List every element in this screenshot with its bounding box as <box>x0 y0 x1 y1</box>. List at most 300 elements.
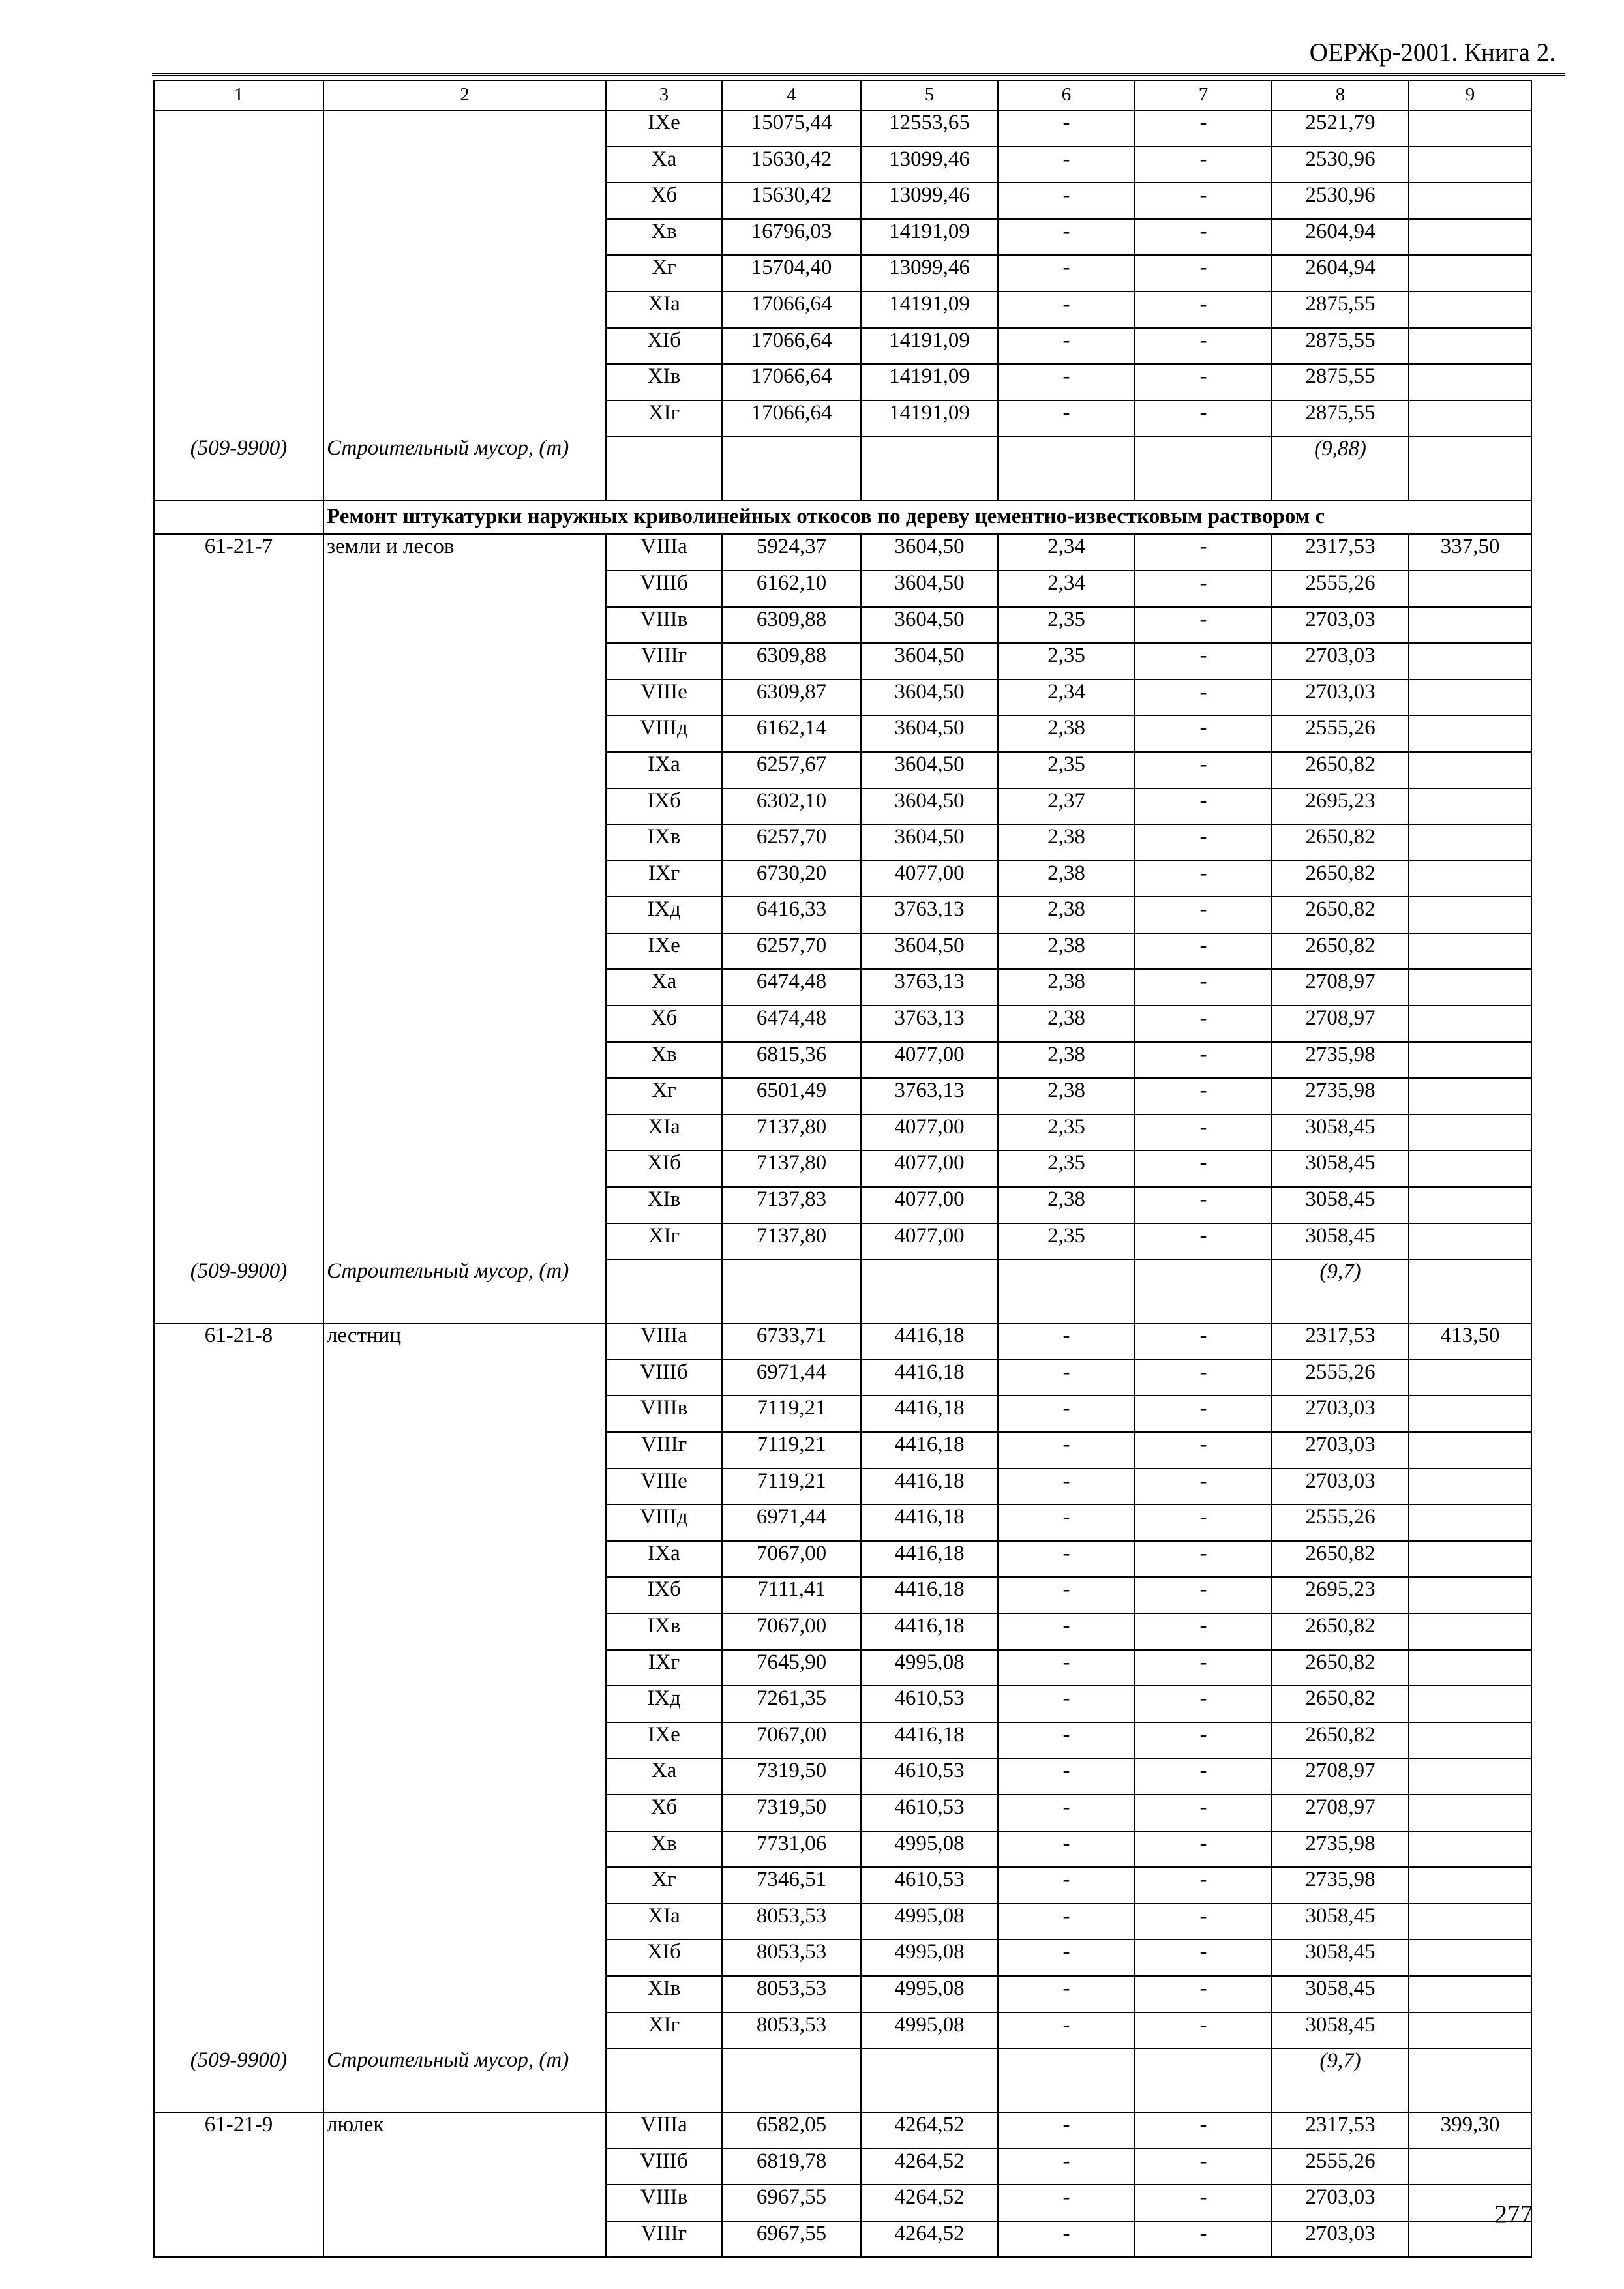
waste-quantity: (9,88) <box>1272 436 1409 500</box>
wages-cell: 3763,13 <box>861 969 998 1006</box>
materials-cell: 2530,96 <box>1272 183 1409 219</box>
drivers-wages-cell: - <box>1135 1323 1272 1360</box>
wages-cell: 4416,18 <box>861 1469 998 1505</box>
machines-cell: - <box>998 1722 1135 1759</box>
column-number: 7 <box>1135 80 1272 110</box>
table-row <box>154 1976 1531 2012</box>
empty-cell <box>1409 1541 1531 1578</box>
zone-cell: XIа <box>606 1115 722 1151</box>
materials-cell: 3058,45 <box>1272 1115 1409 1151</box>
wages-cell: 4610,53 <box>861 1686 998 1722</box>
document-header: ОЕРЖр-2001. Книга 2. <box>1309 38 1556 67</box>
wages-cell: 4416,18 <box>861 1541 998 1578</box>
empty-cell <box>154 571 323 607</box>
zone-cell: XIг <box>606 1223 722 1260</box>
empty-cell <box>323 147 606 183</box>
wages-cell: 4416,18 <box>861 1577 998 1613</box>
drivers-wages-cell: - <box>1135 219 1272 256</box>
materials-cell: 2703,03 <box>1272 1469 1409 1505</box>
drivers-wages-cell: - <box>1135 1722 1272 1759</box>
wages-cell: 4264,52 <box>861 2149 998 2185</box>
empty-cell <box>323 788 606 825</box>
total-cost-cell: 7346,51 <box>722 1867 861 1904</box>
materials-cell: 3058,45 <box>1272 2012 1409 2049</box>
empty-cell <box>154 933 323 970</box>
drivers-wages-cell: - <box>1135 2149 1272 2185</box>
table-row <box>154 933 1531 970</box>
empty-cell <box>323 2185 606 2221</box>
empty-cell <box>323 219 606 256</box>
zone-cell: VIIIе <box>606 1469 722 1505</box>
empty-cell <box>1409 1867 1531 1904</box>
empty-cell <box>154 1078 323 1115</box>
drivers-wages-cell: - <box>1135 1360 1272 1396</box>
empty-cell <box>1409 110 1531 147</box>
item-name: земли и лесов <box>323 534 606 571</box>
empty-cell <box>998 436 1135 500</box>
empty-cell <box>154 1904 323 1940</box>
empty-cell <box>154 1722 323 1759</box>
materials-cell: 3058,45 <box>1272 1150 1409 1187</box>
wages-cell: 4416,18 <box>861 1396 998 1432</box>
total-cost-cell: 17066,64 <box>722 364 861 400</box>
wages-cell: 3604,50 <box>861 788 998 825</box>
wages-cell: 4995,08 <box>861 1939 998 1976</box>
zone-cell: Xа <box>606 969 722 1006</box>
total-cost-cell: 7319,50 <box>722 1758 861 1795</box>
wages-cell: 4264,52 <box>861 2221 998 2258</box>
materials-cell: 2875,55 <box>1272 328 1409 365</box>
machines-cell: 2,35 <box>998 1223 1135 1260</box>
empty-cell <box>323 1223 606 1260</box>
empty-cell <box>323 110 606 147</box>
machines-cell: 2,34 <box>998 534 1135 571</box>
total-cost-cell: 8053,53 <box>722 1904 861 1940</box>
empty-cell <box>861 1259 998 1323</box>
total-cost-cell: 6971,44 <box>722 1504 861 1541</box>
empty-cell <box>1409 752 1531 788</box>
table-row <box>154 1187 1531 1223</box>
machines-cell: - <box>998 1577 1135 1613</box>
machines-cell: - <box>998 110 1135 147</box>
materials-cell: 2650,82 <box>1272 933 1409 970</box>
empty-cell <box>154 607 323 644</box>
wages-cell: 3604,50 <box>861 607 998 644</box>
table-row <box>154 1831 1531 1868</box>
zone-cell: IXв <box>606 824 722 861</box>
empty-cell <box>1409 1650 1531 1686</box>
total-cost-cell: 6309,88 <box>722 607 861 644</box>
price-table <box>153 80 1532 2258</box>
wages-cell: 4995,08 <box>861 2012 998 2049</box>
zone-cell: VIIIг <box>606 643 722 680</box>
wages-cell: 14191,09 <box>861 328 998 365</box>
empty-cell <box>1409 1259 1531 1323</box>
empty-cell <box>154 1939 323 1976</box>
empty-cell <box>1409 1223 1531 1260</box>
wages-cell: 3604,50 <box>861 933 998 970</box>
zone-cell: IXа <box>606 752 722 788</box>
empty-cell <box>323 2149 606 2185</box>
empty-cell <box>154 788 323 825</box>
materials-cell: 2555,26 <box>1272 2149 1409 2185</box>
empty-cell <box>154 292 323 328</box>
wages-cell: 3604,50 <box>861 752 998 788</box>
empty-cell <box>323 571 606 607</box>
empty-cell <box>1409 292 1531 328</box>
total-cost-cell: 6257,70 <box>722 824 861 861</box>
total-cost-cell: 6582,05 <box>722 2112 861 2149</box>
empty-cell <box>154 715 323 752</box>
wages-cell: 4416,18 <box>861 1323 998 1360</box>
materials-cell: 2650,82 <box>1272 1686 1409 1722</box>
wages-cell: 3763,13 <box>861 1078 998 1115</box>
empty-cell <box>1409 255 1531 292</box>
table-row <box>154 1223 1531 1260</box>
machines-cell: - <box>998 364 1135 400</box>
materials-cell: 2555,26 <box>1272 1360 1409 1396</box>
empty-cell <box>1409 933 1531 970</box>
total-cost-cell: 15704,40 <box>722 255 861 292</box>
empty-cell <box>154 1469 323 1505</box>
wages-cell: 4416,18 <box>861 1613 998 1650</box>
page-number: 277 <box>1494 2200 1533 2228</box>
machines-cell: - <box>998 1758 1135 1795</box>
zone-cell: VIIIе <box>606 680 722 716</box>
zone-cell: VIIIб <box>606 2149 722 2185</box>
table-row <box>154 1042 1531 1079</box>
empty-cell <box>323 1541 606 1578</box>
drivers-wages-cell: - <box>1135 1469 1272 1505</box>
item-name: лестниц <box>323 1323 606 1360</box>
empty-cell <box>154 1150 323 1187</box>
empty-cell <box>323 752 606 788</box>
empty-cell <box>1409 219 1531 256</box>
empty-cell <box>323 364 606 400</box>
empty-cell <box>1409 1831 1531 1868</box>
machines-cell: - <box>998 1360 1135 1396</box>
materials-cell: 3058,45 <box>1272 1187 1409 1223</box>
waste-name: Строительный мусор, (т) <box>323 1259 606 1323</box>
price-table-body <box>154 80 1531 2257</box>
empty-cell <box>154 500 323 534</box>
total-cost-cell: 7067,00 <box>722 1613 861 1650</box>
materials-cell: 2703,03 <box>1272 1396 1409 1432</box>
machines-cell: 2,34 <box>998 680 1135 716</box>
wages-cell: 4077,00 <box>861 1150 998 1187</box>
drivers-wages-cell: - <box>1135 933 1272 970</box>
empty-cell <box>154 328 323 365</box>
drivers-wages-cell: - <box>1135 1650 1272 1686</box>
empty-cell <box>1409 1078 1531 1115</box>
zone-cell: IXе <box>606 1722 722 1759</box>
total-cost-cell: 7137,80 <box>722 1223 861 1260</box>
empty-cell <box>323 255 606 292</box>
wages-cell: 12553,65 <box>861 110 998 147</box>
materials-cell: 2695,23 <box>1272 1577 1409 1613</box>
materials-cell: 2604,94 <box>1272 219 1409 256</box>
materials-cell: 2650,82 <box>1272 861 1409 897</box>
wages-cell: 4610,53 <box>861 1867 998 1904</box>
empty-cell <box>154 752 323 788</box>
zone-cell: VIIIа <box>606 2112 722 2149</box>
empty-cell <box>323 328 606 365</box>
empty-cell <box>154 1396 323 1432</box>
table-row <box>154 715 1531 752</box>
empty-cell <box>1409 607 1531 644</box>
empty-cell <box>323 715 606 752</box>
materials-cell: 2317,53 <box>1272 1323 1409 1360</box>
wages-cell: 13099,46 <box>861 183 998 219</box>
zone-cell: IXв <box>606 1613 722 1650</box>
total-cost-cell: 6474,48 <box>722 1006 861 1042</box>
empty-cell <box>1409 643 1531 680</box>
machines-cell: - <box>998 2012 1135 2049</box>
drivers-wages-cell: - <box>1135 1831 1272 1868</box>
zone-cell: XIв <box>606 364 722 400</box>
item-name: люлек <box>323 2112 606 2149</box>
zone-cell: Xв <box>606 219 722 256</box>
empty-cell <box>154 1187 323 1223</box>
empty-cell <box>323 1187 606 1223</box>
table-row <box>154 1541 1531 1578</box>
drivers-wages-cell: - <box>1135 1396 1272 1432</box>
total-cost-cell: 6967,55 <box>722 2221 861 2258</box>
total-cost-cell: 6257,67 <box>722 752 861 788</box>
empty-cell <box>154 643 323 680</box>
machines-cell: 2,38 <box>998 1042 1135 1079</box>
table-row <box>154 147 1531 183</box>
zone-cell: VIIIб <box>606 571 722 607</box>
waste-row <box>154 436 1531 500</box>
empty-cell <box>323 1795 606 1831</box>
empty-cell <box>323 2221 606 2258</box>
empty-cell <box>323 1758 606 1795</box>
empty-cell <box>323 183 606 219</box>
materials-cell: 2521,79 <box>1272 110 1409 147</box>
materials-cell: 3058,45 <box>1272 1223 1409 1260</box>
empty-cell <box>323 1686 606 1722</box>
empty-cell <box>323 607 606 644</box>
wages-cell: 4610,53 <box>861 1795 998 1831</box>
table-row <box>154 400 1531 437</box>
materials-cell: 2650,82 <box>1272 897 1409 933</box>
materials-cell: 2317,53 <box>1272 534 1409 571</box>
table-row <box>154 110 1531 147</box>
materials-cell: 3058,45 <box>1272 1904 1409 1940</box>
empty-cell <box>1409 1795 1531 1831</box>
materials-cell: 2650,82 <box>1272 1650 1409 1686</box>
materials-cell: 2875,55 <box>1272 364 1409 400</box>
waste-name: Строительный мусор, (т) <box>323 2048 606 2112</box>
zone-cell: XIг <box>606 2012 722 2049</box>
zone-cell: IXг <box>606 1650 722 1686</box>
total-cost-cell: 17066,64 <box>722 292 861 328</box>
wages-cell: 3604,50 <box>861 824 998 861</box>
drivers-wages-cell: - <box>1135 110 1272 147</box>
total-cost-cell: 7067,00 <box>722 1541 861 1578</box>
table-row <box>154 292 1531 328</box>
empty-cell <box>1409 680 1531 716</box>
materials-cell: 2650,82 <box>1272 752 1409 788</box>
machines-cell: 2,38 <box>998 715 1135 752</box>
empty-cell <box>323 824 606 861</box>
empty-cell <box>154 2012 323 2049</box>
empty-cell <box>323 1939 606 1976</box>
empty-cell <box>323 1613 606 1650</box>
machines-cell: - <box>998 2112 1135 2149</box>
drivers-wages-cell: - <box>1135 534 1272 571</box>
empty-cell <box>1409 328 1531 365</box>
drivers-wages-cell: - <box>1135 1904 1272 1940</box>
materials-cell: 2703,03 <box>1272 2221 1409 2258</box>
materials-cell: 2875,55 <box>1272 400 1409 437</box>
drivers-wages-cell: - <box>1135 1223 1272 1260</box>
column-number: 4 <box>722 80 861 110</box>
table-row <box>154 2112 1531 2149</box>
empty-cell <box>1135 436 1272 500</box>
waste-name: Строительный мусор, (т) <box>323 436 606 500</box>
empty-cell <box>323 1115 606 1151</box>
wages-cell: 14191,09 <box>861 219 998 256</box>
wages-cell: 14191,09 <box>861 400 998 437</box>
empty-cell <box>1409 1042 1531 1079</box>
drivers-wages-cell: - <box>1135 1939 1272 1976</box>
table-row <box>154 607 1531 644</box>
empty-cell <box>323 2012 606 2049</box>
empty-cell <box>154 219 323 256</box>
zone-cell: VIIIв <box>606 607 722 644</box>
empty-cell <box>1409 1187 1531 1223</box>
table-row <box>154 364 1531 400</box>
machines-cell: 2,34 <box>998 571 1135 607</box>
drivers-wages-cell: - <box>1135 255 1272 292</box>
empty-cell <box>323 1042 606 1079</box>
drivers-wages-cell: - <box>1135 1613 1272 1650</box>
zone-cell: VIIIа <box>606 534 722 571</box>
empty-cell <box>154 824 323 861</box>
zone-cell: VIIIг <box>606 2221 722 2258</box>
zone-cell: VIIIв <box>606 1396 722 1432</box>
machines-cell: 2,37 <box>998 788 1135 825</box>
drivers-wages-cell: - <box>1135 328 1272 365</box>
table-row <box>154 1115 1531 1151</box>
drivers-wages-cell: - <box>1135 1042 1272 1079</box>
machines-cell: 2,38 <box>998 1006 1135 1042</box>
machines-cell: - <box>998 1686 1135 1722</box>
empty-cell <box>1409 1904 1531 1940</box>
drivers-wages-cell: - <box>1135 2185 1272 2221</box>
empty-cell <box>154 400 323 437</box>
table-row <box>154 1360 1531 1396</box>
machines-cell: 2,35 <box>998 752 1135 788</box>
zone-cell: XIб <box>606 1150 722 1187</box>
materials-cell: 2650,82 <box>1272 824 1409 861</box>
table-row <box>154 969 1531 1006</box>
table-row <box>154 183 1531 219</box>
materials-cell: 2650,82 <box>1272 1541 1409 1578</box>
materials-cell: 2735,98 <box>1272 1078 1409 1115</box>
zone-cell: Xб <box>606 1795 722 1831</box>
materials-cell: 2650,82 <box>1272 1722 1409 1759</box>
drivers-wages-cell: - <box>1135 824 1272 861</box>
wages-cell: 4610,53 <box>861 1758 998 1795</box>
table-row <box>154 1396 1531 1432</box>
empty-cell <box>1409 715 1531 752</box>
empty-cell <box>154 969 323 1006</box>
drivers-wages-cell: - <box>1135 1686 1272 1722</box>
zone-cell: Xа <box>606 147 722 183</box>
machines-cell: - <box>998 1396 1135 1432</box>
table-row <box>154 1469 1531 1505</box>
section-title: Ремонт штукатурки наружных криволинейных откосов по дереву цементно-известковым раствором с <box>323 500 1531 534</box>
zone-cell: Xв <box>606 1831 722 1868</box>
empty-cell <box>154 364 323 400</box>
machines-cell: 2,35 <box>998 607 1135 644</box>
empty-cell <box>722 436 861 500</box>
machines-cell: 2,38 <box>998 861 1135 897</box>
empty-cell <box>323 1396 606 1432</box>
materials-cell: 2555,26 <box>1272 571 1409 607</box>
drivers-wages-cell: - <box>1135 680 1272 716</box>
empty-cell <box>154 680 323 716</box>
extra-value: 413,50 <box>1409 1323 1531 1360</box>
total-cost-cell: 6257,70 <box>722 933 861 970</box>
machines-cell: - <box>998 2149 1135 2185</box>
machines-cell: - <box>998 1541 1135 1578</box>
empty-cell <box>154 1006 323 1042</box>
empty-cell <box>1409 969 1531 1006</box>
zone-cell: VIIIд <box>606 715 722 752</box>
drivers-wages-cell: - <box>1135 2221 1272 2258</box>
drivers-wages-cell: - <box>1135 2012 1272 2049</box>
empty-cell <box>998 2048 1135 2112</box>
item-code: 61-21-7 <box>154 534 323 571</box>
column-number: 8 <box>1272 80 1409 110</box>
wages-cell: 3604,50 <box>861 715 998 752</box>
extra-value: 337,50 <box>1409 534 1531 571</box>
empty-cell <box>323 897 606 933</box>
table-row <box>154 1722 1531 1759</box>
empty-cell <box>1409 1758 1531 1795</box>
empty-cell <box>154 2221 323 2258</box>
drivers-wages-cell: - <box>1135 400 1272 437</box>
machines-cell: - <box>998 1976 1135 2012</box>
zone-cell: Xв <box>606 1042 722 1079</box>
table-row <box>154 2012 1531 2049</box>
total-cost-cell: 6819,78 <box>722 2149 861 2185</box>
empty-cell <box>154 1577 323 1613</box>
total-cost-cell: 15630,42 <box>722 147 861 183</box>
materials-cell: 2875,55 <box>1272 292 1409 328</box>
table-row <box>154 824 1531 861</box>
empty-cell <box>1409 1360 1531 1396</box>
zone-cell: Xб <box>606 1006 722 1042</box>
machines-cell: 2,38 <box>998 933 1135 970</box>
total-cost-cell: 7119,21 <box>722 1396 861 1432</box>
drivers-wages-cell: - <box>1135 1795 1272 1831</box>
wages-cell: 4416,18 <box>861 1360 998 1396</box>
table-row <box>154 2185 1531 2221</box>
column-number: 1 <box>154 80 323 110</box>
empty-cell <box>323 1577 606 1613</box>
drivers-wages-cell: - <box>1135 1006 1272 1042</box>
empty-cell <box>323 400 606 437</box>
empty-cell <box>154 1432 323 1469</box>
drivers-wages-cell: - <box>1135 715 1272 752</box>
empty-cell <box>154 2185 323 2221</box>
total-cost-cell: 7319,50 <box>722 1795 861 1831</box>
